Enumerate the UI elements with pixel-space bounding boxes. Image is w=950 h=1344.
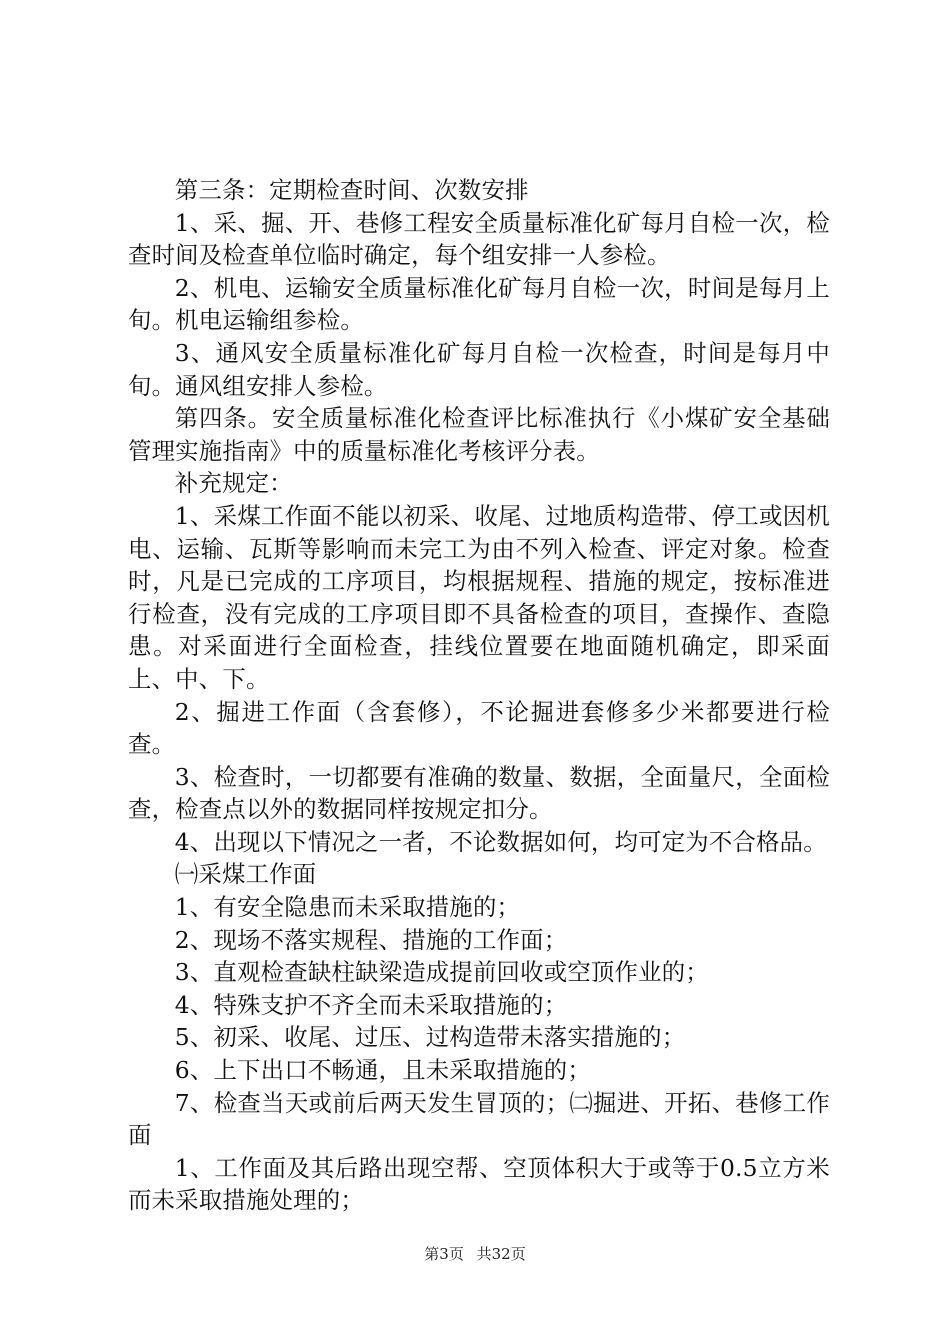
paragraph: 第四条。安全质量标准化检查评比标准执行《小煤矿安全基础管理实施指南》中的质量标准化考核评分表。	[128, 404, 830, 465]
paragraph: 3、检查时，一切都要有准确的数量、数据，全面量尺，全面检查，检查点以外的数据同样按规定扣分。	[128, 762, 830, 824]
paragraph: 3、直观检查缺柱缺梁造成提前回收或空顶作业的；	[174, 958, 709, 987]
paragraph: 2、机电、运输安全质量标准化矿每月自检一次，时间是每月上旬。机电运输组参检。	[128, 273, 830, 335]
paragraph: 4、出现以下情况之一者，不论数据如何，均可定为不合格品。	[174, 827, 827, 856]
paragraph: 5、初采、收尾、过压、过构造带未落实措施的；	[174, 1023, 686, 1052]
page-footer	[0, 1244, 950, 1264]
paragraph: 1、采、掘、开、巷修工程安全质量标准化矿每月自检一次，检查时间及检查单位临时确定，每个组安排一人参检。	[128, 208, 830, 270]
page-total: 共32页	[476, 1245, 526, 1263]
paragraph: 4、特殊支护不齐全而未采取措施的；	[174, 990, 568, 1019]
paragraph: 3、通风安全质量标准化矿每月自检一次检查，时间是每月中旬。通风组安排人参检。	[128, 338, 830, 400]
paragraph: 1、工作面及其后路出现空帮、空顶体积大于或等于0.5立方米而未采取措施处理的；	[128, 1153, 830, 1215]
paragraph: 2、掘进工作面（含套修），不论掘进套修多少米都要进行检查。	[128, 697, 830, 759]
paragraph: ㈠采煤工作面	[174, 860, 317, 889]
paragraph: 补充规定：	[174, 469, 293, 498]
paragraph: 6、上下出口不畅通，且未采取措施的；	[174, 1056, 591, 1085]
paragraph: 1、有安全隐患而未采取措施的；	[174, 893, 521, 922]
paragraph: 第三条：定期检查时间、次数安排	[174, 176, 529, 204]
paragraph: 7、检查当天或前后两天发生冒顶的；㈡掘进、开拓、巷修工作面	[128, 1088, 830, 1150]
paragraph: 2、现场不落实规程、措施的工作面；	[174, 925, 568, 954]
document-body	[128, 174, 830, 1217]
page-number: 第3页	[424, 1245, 464, 1263]
paragraph: 1、采煤工作面不能以初采、收尾、过地质构造带、停工或因机电、运输、瓦斯等影响而未完工为由不列入检查、评定对象。检查时，凡是已完成的工序项目，均根据规程、措施的规定，按标准进行检查，没有完成的工序项目即不具备检查的项目，查操作、查隐患。对采面进行全面检查，挂线位置要在地面随机确定，即采面上、中、下。	[128, 501, 830, 693]
